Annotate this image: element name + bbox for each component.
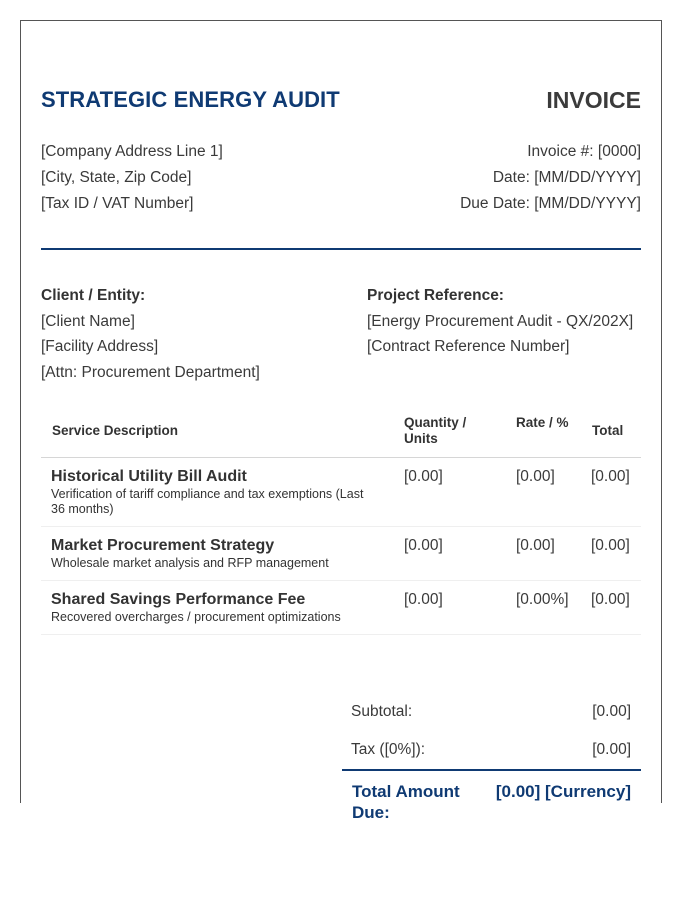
tax-value: [0.00]	[592, 741, 631, 758]
service-description: Wholesale market analysis and RFP management	[51, 556, 329, 570]
tax-row	[342, 721, 641, 759]
client-label: Client / Entity:	[41, 287, 146, 304]
client-name: [Client Name]	[41, 312, 135, 330]
document-title: INVOICE	[546, 87, 641, 113]
header-divider	[41, 248, 641, 250]
invoice-header	[41, 87, 641, 117]
company-address-line: [Company Address Line 1]	[41, 143, 223, 160]
invoice-due-date: Due Date: [MM/DD/YYYY]	[460, 195, 641, 212]
service-description: Verification of tariff compliance and tax exemptions (Last 36 months)	[51, 487, 364, 516]
subtotal-row	[342, 683, 641, 721]
subtotal-value: [0.00]	[592, 703, 631, 720]
service-quantity: [0.00]	[404, 537, 443, 554]
total-divider	[342, 769, 641, 771]
subtotal-label: Subtotal:	[351, 703, 413, 720]
client-facility-address: [Facility Address]	[41, 338, 159, 355]
service-rate: [0.00%]	[516, 591, 569, 608]
header-rate: Rate / %	[516, 415, 569, 430]
total-amount-value: [0.00] [Currency]	[495, 782, 631, 801]
company-city-state-zip: [City, State, Zip Code]	[41, 169, 192, 186]
service-description: Recovered overcharges / procurement optimizations	[51, 610, 341, 624]
invoice-date: Date: [MM/DD/YYYY]	[492, 169, 641, 186]
service-total: [0.00]	[591, 591, 630, 608]
service-rate: [0.00]	[516, 468, 555, 485]
project-reference: [Energy Procurement Audit - QX/202X]	[367, 312, 634, 330]
header-quantity: Quantity / Units	[404, 415, 467, 446]
service-name: Market Procurement Strategy	[51, 537, 275, 554]
service-name: Historical Utility Bill Audit	[51, 468, 247, 485]
client-attention: [Attn: Procurement Department]	[41, 363, 260, 381]
invoice-summary	[342, 683, 641, 822]
company-info	[41, 139, 223, 217]
table-row	[41, 581, 641, 635]
contract-reference: [Contract Reference Number]	[367, 338, 570, 355]
service-total: [0.00]	[591, 468, 630, 485]
header-service-description: Service Description	[52, 423, 179, 438]
service-name: Shared Savings Performance Fee	[51, 591, 306, 608]
invoice-meta	[460, 139, 641, 217]
client-block	[41, 283, 260, 385]
project-label: Project Reference:	[367, 287, 504, 304]
total-amount-label: Total Amount Due:	[352, 782, 460, 822]
service-quantity: [0.00]	[404, 468, 443, 485]
invoice-number: Invoice #: [0000]	[527, 143, 641, 160]
table-row	[41, 458, 641, 527]
service-total: [0.00]	[591, 537, 630, 554]
invoice-page	[20, 20, 662, 822]
services-table	[41, 405, 641, 635]
table-row	[41, 527, 641, 581]
header-total: Total	[592, 423, 624, 438]
company-name: STRATEGIC ENERGY AUDIT	[41, 87, 340, 112]
service-quantity: [0.00]	[404, 591, 443, 608]
table-header	[41, 405, 641, 458]
project-block	[367, 283, 633, 360]
company-tax-id: [Tax ID / VAT Number]	[41, 195, 194, 212]
tax-label: Tax ([0%]):	[351, 741, 426, 758]
service-rate: [0.00]	[516, 537, 555, 554]
